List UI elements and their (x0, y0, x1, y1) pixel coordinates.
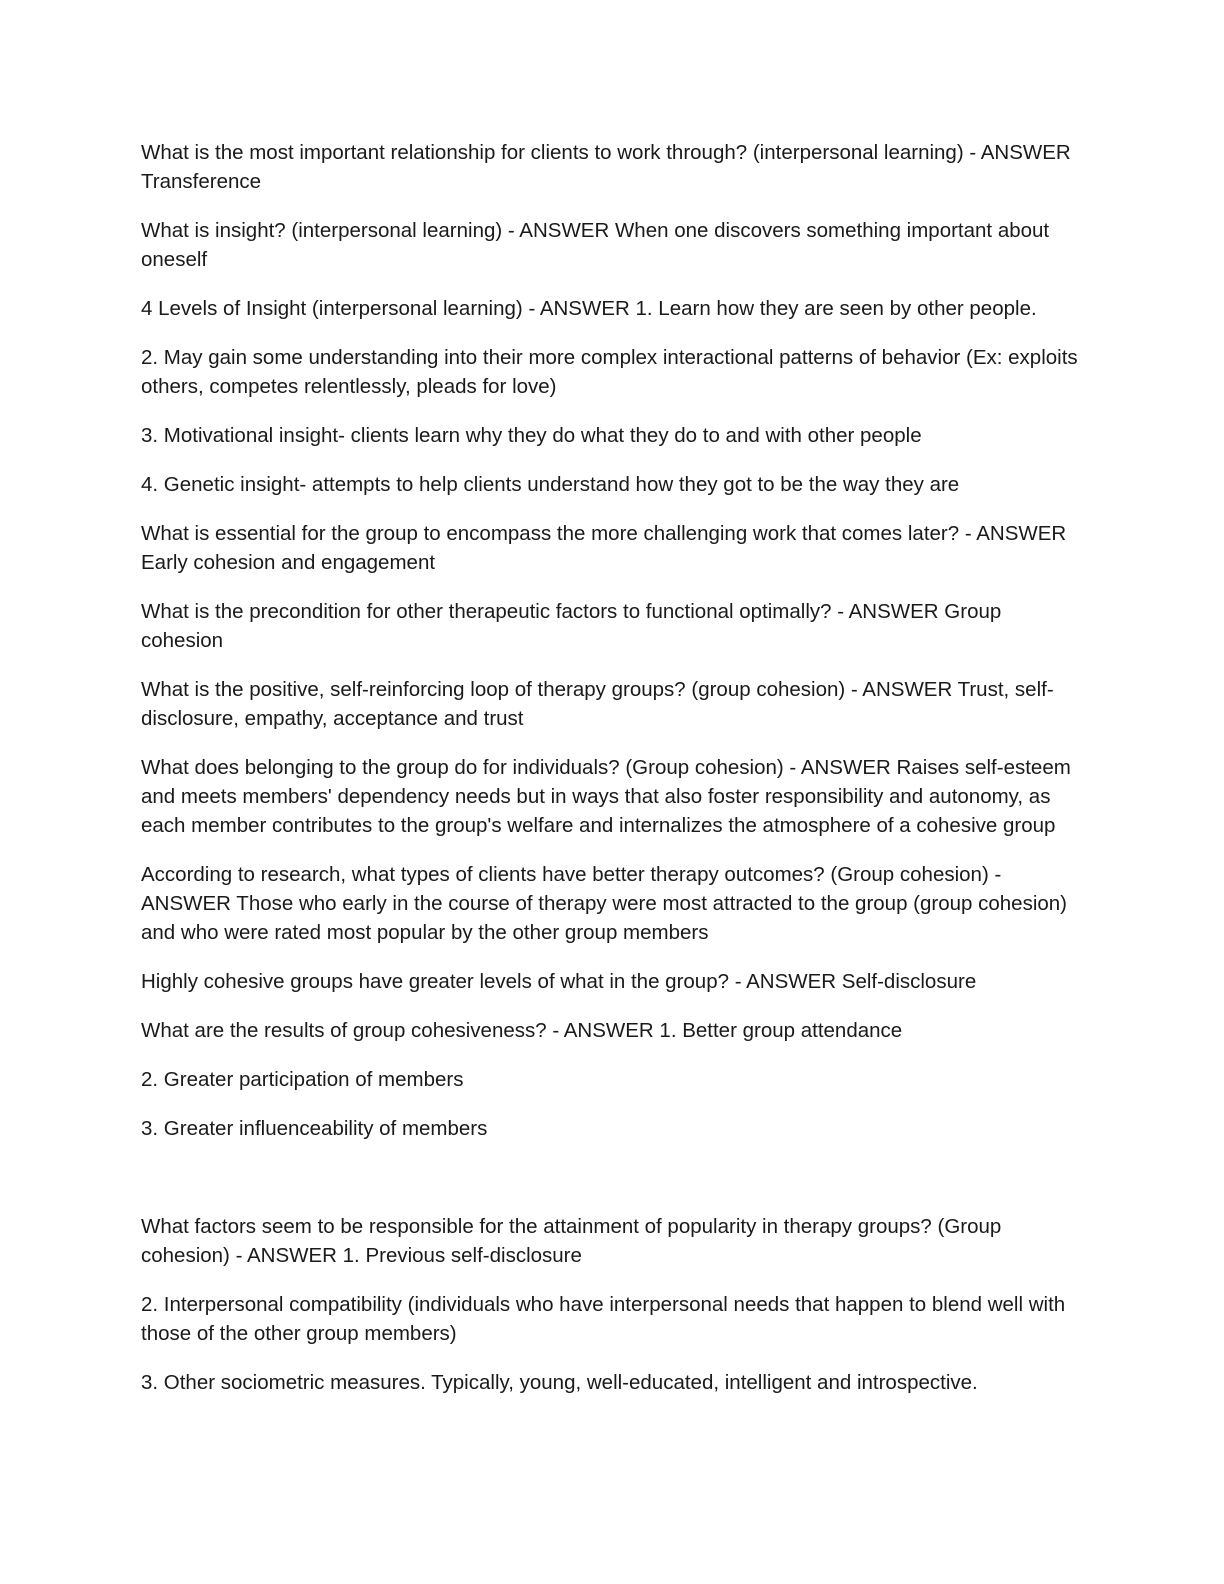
insight-level-3: 3. Motivational insight- clients learn why they do what they do to and with other people (141, 424, 922, 447)
document-body (141, 138, 1081, 1417)
popularity-factor-3: 3. Other sociometric measures. Typically, young, well-educated, intelligent and introspective. (141, 1371, 978, 1394)
section-spacer (141, 1163, 1081, 1212)
cohesiveness-result-3: 3. Greater influenceability of members (141, 1117, 488, 1140)
qa-better-outcomes: According to research, what types of clients have better therapy outcomes? (Group cohesion) - ANSWER Those who early in the course of therapy were most attracted to the group (group cohesion) and who were rated most popular by the other group members (141, 863, 1068, 944)
qa-transference: What is the most important relationship for clients to work through? (interpersonal learning) - ANSWER Transference (141, 141, 1071, 193)
qa-insight: What is insight? (interpersonal learning) - ANSWER When one discovers something important about oneself (141, 219, 1050, 271)
insight-level-2: 2. May gain some understanding into their more complex interactional patterns of behavior (Ex: exploits others, competes relentlessly, pleads for love) (141, 346, 1078, 398)
popularity-factor-2: 2. Interpersonal compatibility (individuals who have interpersonal needs that happen to blend well with those of the other group members) (141, 1293, 1066, 1345)
insight-level-4: 4. Genetic insight- attempts to help clients understand how they got to be the way they are (141, 473, 960, 496)
qa-levels-of-insight: 4 Levels of Insight (interpersonal learning) - ANSWER 1. Learn how they are seen by other people. (141, 297, 1037, 320)
qa-early-cohesion: What is essential for the group to encompass the more challenging work that comes later? - ANSWER Early cohesion and engagement (141, 522, 1067, 574)
cohesiveness-result-2: 2. Greater participation of members (141, 1068, 464, 1091)
qa-cohesiveness-results: What are the results of group cohesiveness? - ANSWER 1. Better group attendance (141, 1019, 903, 1042)
qa-popularity-factors: What factors seem to be responsible for the attainment of popularity in therapy groups? (Group cohesion) - ANSWER 1. Previous self-disclosure (141, 1215, 1002, 1267)
qa-reinforcing-loop: What is the positive, self-reinforcing loop of therapy groups? (group cohesion) - ANSWER Trust, self-disclosure, empathy, acceptance and trust (141, 678, 1054, 730)
qa-precondition: What is the precondition for other therapeutic factors to functional optimally? - ANSWER Group cohesion (141, 600, 1002, 652)
qa-self-disclosure: Highly cohesive groups have greater levels of what in the group? - ANSWER Self-disclosure (141, 970, 977, 993)
qa-belonging: What does belonging to the group do for individuals? (Group cohesion) - ANSWER Raises self-esteem and meets members' dependency needs but in ways that also foster responsibility and autonomy, as each member contributes to the group's welfare and internalizes the atmosphere of a cohesive group (141, 756, 1071, 837)
